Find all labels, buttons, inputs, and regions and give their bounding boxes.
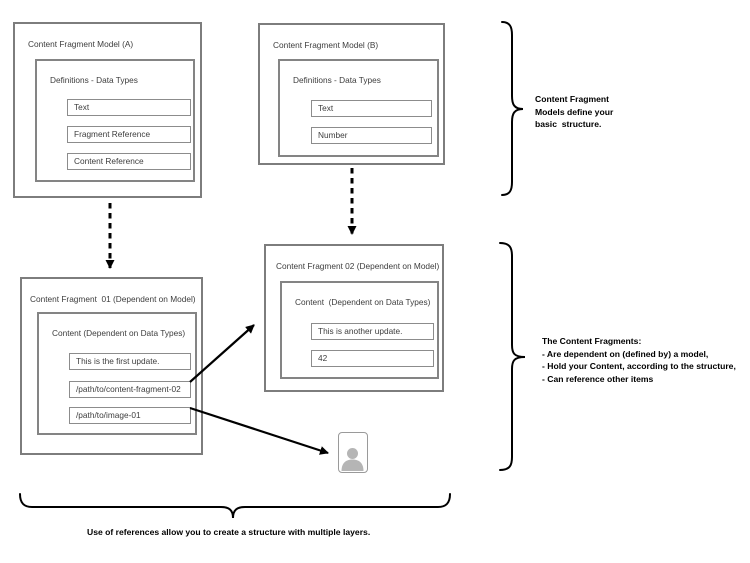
arrow-fragment-01-to-image bbox=[190, 408, 328, 453]
models-note bbox=[535, 93, 625, 131]
fragments-note-line: - Can reference other items bbox=[542, 373, 654, 384]
fragment-01-content-box bbox=[37, 312, 197, 435]
models-note-line: Models define your bbox=[535, 106, 614, 117]
model-a-definitions-label: Definitions - Data Types bbox=[50, 75, 138, 85]
person-silhouette-icon bbox=[339, 433, 366, 471]
fragment-02-title: Content Fragment 02 (Dependent on Model) bbox=[276, 261, 440, 271]
model-b-definitions-box bbox=[278, 59, 439, 157]
fragments-note-line: - Are dependent on (defined by) a model, bbox=[542, 348, 709, 359]
content-fragment-01-box bbox=[20, 277, 203, 455]
fragments-note-line: - Hold your Content, according to the structure, bbox=[542, 361, 736, 372]
references-note: Use of references allow you to create a structure with multiple layers. bbox=[87, 527, 371, 537]
fragments-note bbox=[542, 335, 736, 385]
image-placeholder-icon bbox=[338, 432, 368, 473]
content-fragment-model-b-box bbox=[258, 23, 445, 165]
fragment-02-content-label: Content (Dependent on Data Types) bbox=[295, 297, 431, 307]
model-b-definitions-label: Definitions - Data Types bbox=[293, 75, 381, 85]
model-a-field-content-reference: Content Reference bbox=[67, 153, 191, 170]
model-a-field-fragment-reference: Fragment Reference bbox=[67, 126, 191, 143]
fragment-01-content-label: Content (Dependent on Data Types) bbox=[52, 328, 186, 338]
model-b-field-text: Text bbox=[311, 100, 432, 117]
model-a-field-text: Text bbox=[67, 99, 191, 116]
fragment-02-content-box bbox=[280, 281, 439, 379]
content-fragment-model-a-box bbox=[13, 22, 202, 198]
content-fragment-02-box bbox=[264, 244, 444, 392]
fragment-01-field-fragment-reference-path: /path/to/content-fragment-02 bbox=[69, 381, 191, 398]
fragment-02-field-number-value: 42 bbox=[311, 350, 434, 367]
model-a-definitions-box bbox=[35, 59, 195, 182]
brace-models bbox=[502, 22, 523, 195]
models-note-line: basic structure. bbox=[535, 119, 602, 130]
brace-fragments bbox=[500, 243, 525, 470]
models-note-line: Content Fragment bbox=[535, 94, 609, 104]
fragments-note-line: The Content Fragments: bbox=[542, 336, 642, 346]
fragment-01-field-content-reference-path: /path/to/image-01 bbox=[69, 407, 191, 424]
model-a-title: Content Fragment Model (A) bbox=[28, 39, 134, 49]
model-b-field-number: Number bbox=[311, 127, 432, 144]
fragment-01-title: Content Fragment 01 (Dependent on Model) bbox=[30, 294, 196, 304]
fragment-01-field-text-value: This is the first update. bbox=[69, 353, 191, 370]
brace-references bbox=[20, 494, 450, 518]
model-b-title: Content Fragment Model (B) bbox=[273, 40, 379, 50]
fragment-02-field-text-value: This is another update. bbox=[311, 323, 434, 340]
